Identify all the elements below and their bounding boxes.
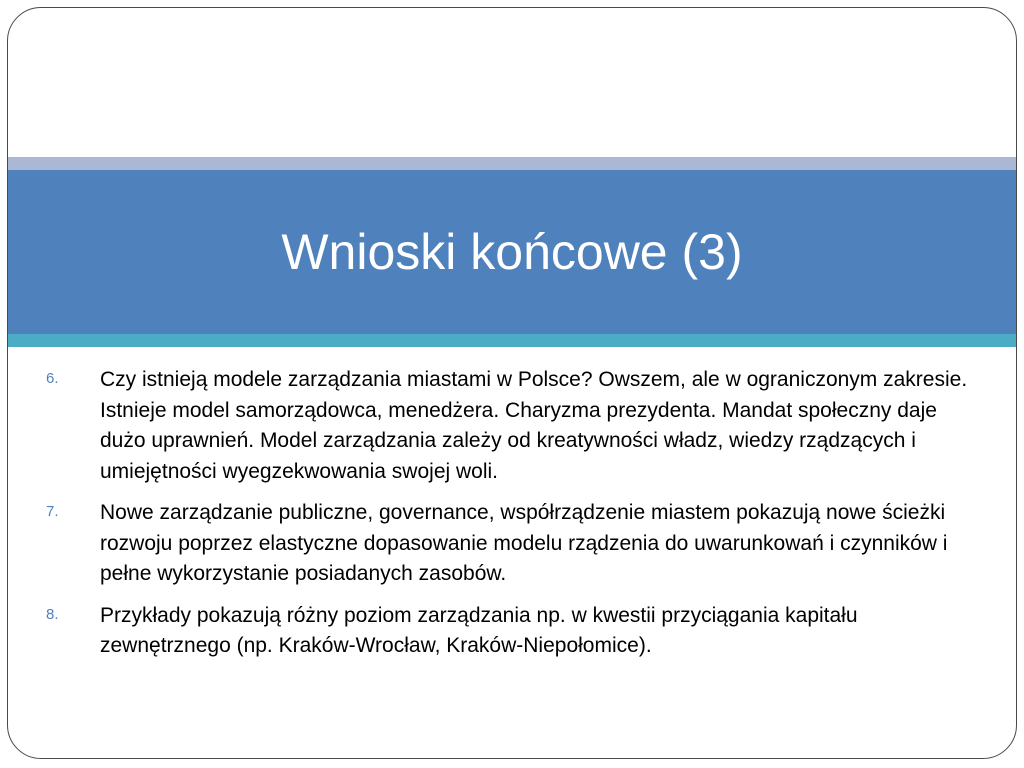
numbered-list: [46, 365, 986, 673]
title-band-bottom-stripe: [8, 334, 1016, 347]
title-band: [8, 170, 1016, 334]
list-item-number: 7.: [46, 503, 59, 520]
title-band-top-stripe: [8, 157, 1016, 170]
slide: [7, 7, 1017, 759]
list-item-number: 8.: [46, 605, 59, 623]
list-item-number: 6.: [46, 370, 59, 387]
list-item: [46, 498, 986, 590]
list-item-text: Przykłady pokazują różny poziom zarządzania np. w kwestii przyciągania kapitału zewnętrznego (np. Kraków-Wrocław, Kraków-Niepołomice).: [100, 603, 858, 657]
list-item: [46, 365, 986, 487]
list-item-text: Czy istnieją modele zarządzania miastami w Polsce? Owszem, ale w ograniczonym zakresie. Istnieje model samorządowca, menedżera. Charyzma prezydenta. Mandat społeczny daje dużo uprawnień. Model zarządzania zależy od kreatywności władz, wiedzy rządzących i umiejętności wyegzekwowania swojej woli.: [100, 368, 968, 483]
slide-title: Wnioski końcowe (3): [281, 224, 743, 280]
list-item: [46, 601, 986, 662]
list-item-text: Nowe zarządzanie publiczne, governance, współrządzenie miastem pokazują nowe ścieżki rozwoju poprzez elastyczne dopasowanie modelu rządzenia do uwarunkowań i czynników i pełne wykorzystanie posiadanych zasobów.: [100, 501, 948, 585]
